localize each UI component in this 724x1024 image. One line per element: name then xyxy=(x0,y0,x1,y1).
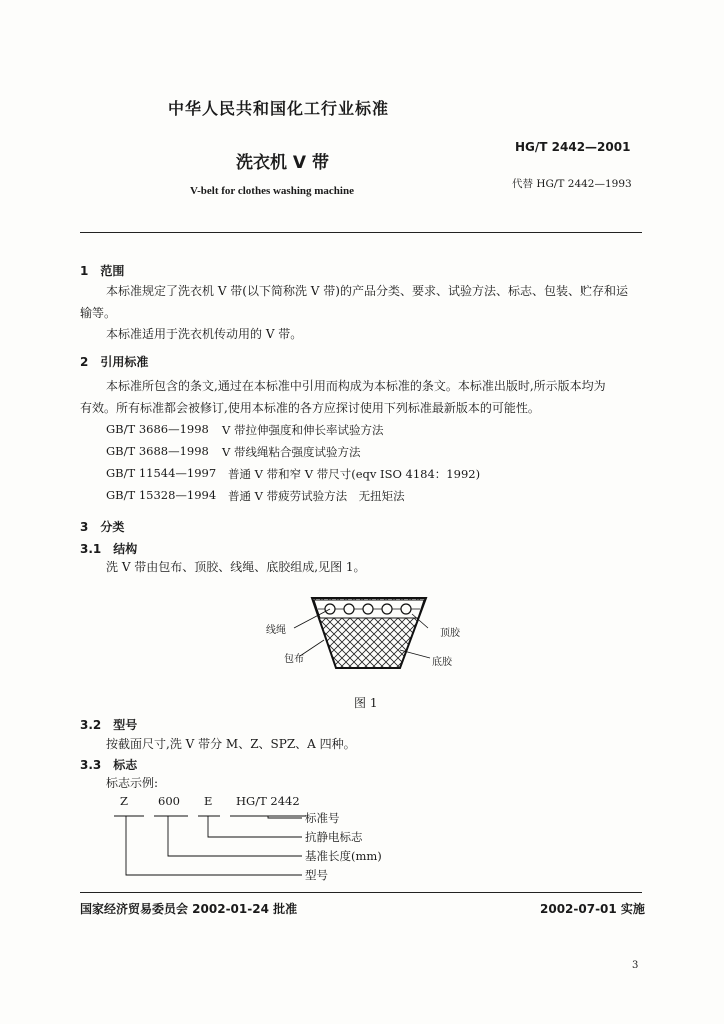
marking-label-antistatic: 抗静电标志 xyxy=(305,830,363,844)
section-3-1-heading: 3.1 结构 xyxy=(80,542,138,556)
section-2-heading: 2 引用标准 xyxy=(80,355,149,369)
label-bottom-rubber: 底胶 xyxy=(432,657,452,668)
approval-line: 国家经济贸易委员会 2002-01-24 批准 xyxy=(80,902,298,916)
ref-title: V 带拉伸强度和伸长率试验方法 xyxy=(222,423,384,437)
ref-code: GB/T 3688—1998 xyxy=(106,444,209,458)
document-title-en: V-belt for clothes washing machine xyxy=(190,185,354,197)
label-line-rope: 线绳 xyxy=(266,625,286,636)
section-3-3-heading: 3.3 标志 xyxy=(80,758,138,772)
figure-caption: 图 1 xyxy=(354,696,378,710)
section-3-1-text: 洗 V 带由包布、顶胶、线绳、底胶组成,见图 1。 xyxy=(106,560,366,574)
section-2-para-1b: 有效。所有标准都会被修订,使用本标准的各方应探讨使用下列标准最新版本的可能性。 xyxy=(80,401,540,415)
marking-part-type: Z xyxy=(120,794,128,808)
section-3-3-text: 标志示例: xyxy=(106,776,159,790)
section-3-2-text: 按截面尺寸,洗 V 带分 M、Z、SPZ、A 四种。 xyxy=(106,737,356,751)
page-number: 3 xyxy=(632,960,639,971)
label-top-rubber: 顶胶 xyxy=(440,628,460,639)
section-3-heading: 3 分类 xyxy=(80,520,125,534)
standard-code: HG/T 2442—2001 xyxy=(515,140,631,154)
marking-part-length: 600 xyxy=(158,794,180,808)
header-divider xyxy=(80,232,642,233)
marking-part-antistatic: E xyxy=(204,794,213,808)
ref-title: 普通 V 带和窄 V 带尺寸(eqv ISO 4184：1992) xyxy=(228,467,481,481)
marking-label-length: 基准长度(mm) xyxy=(305,849,382,863)
ref-title: 普通 V 带疲劳试验方法 无扭矩法 xyxy=(228,489,405,503)
document-title: 洗衣机 V 带 xyxy=(236,153,329,173)
marking-part-standard: HG/T 2442 xyxy=(236,794,300,808)
ref-code: GB/T 15328—1994 xyxy=(106,488,217,502)
section-1-para-1b: 输等。 xyxy=(80,306,117,320)
section-1-para-1a: 本标准规定了洗衣机 V 带(以下简称洗 V 带)的产品分类、要求、试验方法、标志、包装、贮存和运 xyxy=(106,284,628,298)
section-1-heading: 1 范围 xyxy=(80,264,125,278)
section-1-para-2: 本标准适用于洗衣机传动用的 V 带。 xyxy=(106,327,303,341)
implementation-date: 2002-07-01 实施 xyxy=(540,902,645,916)
marking-label-type: 型号 xyxy=(305,868,328,882)
label-cloth: 包布 xyxy=(284,654,304,665)
national-standard-title: 中华人民共和国化工行业标准 xyxy=(168,99,390,118)
ref-code: GB/T 11544—1997 xyxy=(106,466,217,480)
replaces-note: 代替 HG/T 2442—1993 xyxy=(512,178,632,190)
marking-label-standard-no: 标准号 xyxy=(305,811,340,825)
footer-divider xyxy=(80,892,642,893)
section-3-2-heading: 3.2 型号 xyxy=(80,718,138,732)
section-2-para-1a: 本标准所包含的条文,通过在本标准中引用而构成为本标准的条文。本标准出版时,所示版本均为 xyxy=(106,379,606,393)
ref-title: V 带线绳粘合强度试验方法 xyxy=(222,445,361,459)
ref-code: GB/T 3686—1998 xyxy=(106,422,209,436)
